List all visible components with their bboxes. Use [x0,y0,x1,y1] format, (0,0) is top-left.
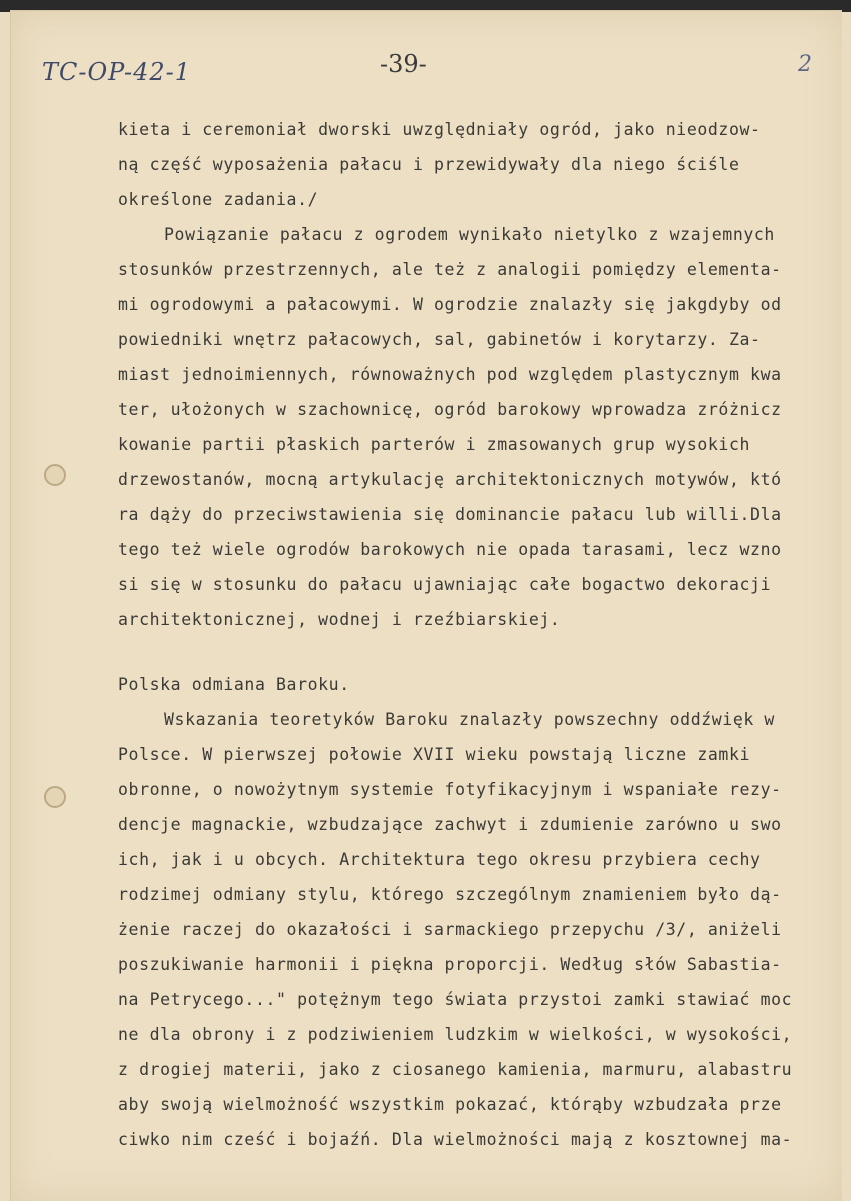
text-line: określone zadania./ [118,190,319,209]
sheet-number: 2 [798,52,812,77]
text-line: obronne, o nowożytnym systemie fotyfikacyjnym i wspaniałe rezy- [118,780,782,799]
text-line: żenie raczej do okazałości i sarmackiego przepychu /3/, aniżeli [118,920,782,939]
text-line: kowanie partii płaskich parterów i zmasowanych grup wysokich [118,435,751,454]
text-line: si się w stosunku do pałacu ujawniając całe bogactwo dekoracji [118,575,772,594]
text-line: ich, jak i u obcych. Architektura tego okresu przybiera cechy [118,850,761,869]
body-text [118,112,838,1157]
text-line: ną część wyposażenia pałacu i przewidywały dla niego ściśle [118,155,740,174]
text-line: architektonicznej, wodnej i rzeźbiarskiej. [118,610,561,629]
text-line: poszukiwanie harmonii i piękna proporcji. Według słów Sabastia- [118,955,782,974]
text-line: dencje magnackie, wzbudzające zachwyt i zdumienie zarówno u swo [118,815,782,834]
punch-hole [44,786,66,808]
text-line: ne dla obrony i z podziwieniem ludzkim w wielkości, w wysokości, [118,1025,793,1044]
text-line: Wskazania teoretyków Baroku znalazły powszechny oddźwięk w [164,710,775,729]
text-line: z drogiej materii, jako z ciosanego kamienia, marmuru, alabastru [118,1060,793,1079]
text-line: na Petrycego..." potężnym tego świata przystoi zamki stawiać moc [118,990,793,1009]
text-line: aby swoją wielmożność wszystkim pokazać, którąby wzbudzała prze [118,1095,782,1114]
text-line: tego też wiele ogrodów barokowych nie opada tarasami, lecz wzno [118,540,782,559]
text-line: ra dąży do przeciwstawienia się dominancie pałacu lub willi.Dla [118,505,782,524]
punch-hole [44,464,66,486]
text-line: stosunków przestrzennych, ale też z analogii pomiędzy elementa- [118,260,782,279]
text-line: mi ogrodowymi a pałacowymi. W ogrodzie znalazły się jakgdyby od [118,295,782,314]
text-line: powiedniki wnętrz pałacowych, sal, gabinetów i korytarzy. Za- [118,330,761,349]
text-line: kieta i ceremoniał dworski uwzględniały ogród, jako nieodzow- [118,120,761,139]
text-line: rodzimej odmiany stylu, którego szczególnym znamieniem było dą- [118,885,782,904]
text-line: ter, ułożonych w szachownicę, ogród barokowy wprowadza zróżnicz [118,400,782,419]
text-line: miast jednoimiennych, równoważnych pod względem plastycznym kwa [118,365,782,384]
text-line: Powiązanie pałacu z ogrodem wynikało nietylko z wzajemnych [164,225,775,244]
section-heading: Polska odmiana Baroku. [118,675,350,694]
archive-reference: TC-OP-42-1 [42,58,192,86]
page-number: -39- [380,50,427,78]
text-line: ciwko nim cześć i bojaźń. Dla wielmożności mają z kosztownej ma- [118,1130,793,1149]
text-line: Polsce. W pierwszej połowie XVII wieku powstają liczne zamki [118,745,751,764]
text-line: drzewostanów, mocną artykulację architektonicznych motywów, któ [118,470,782,489]
